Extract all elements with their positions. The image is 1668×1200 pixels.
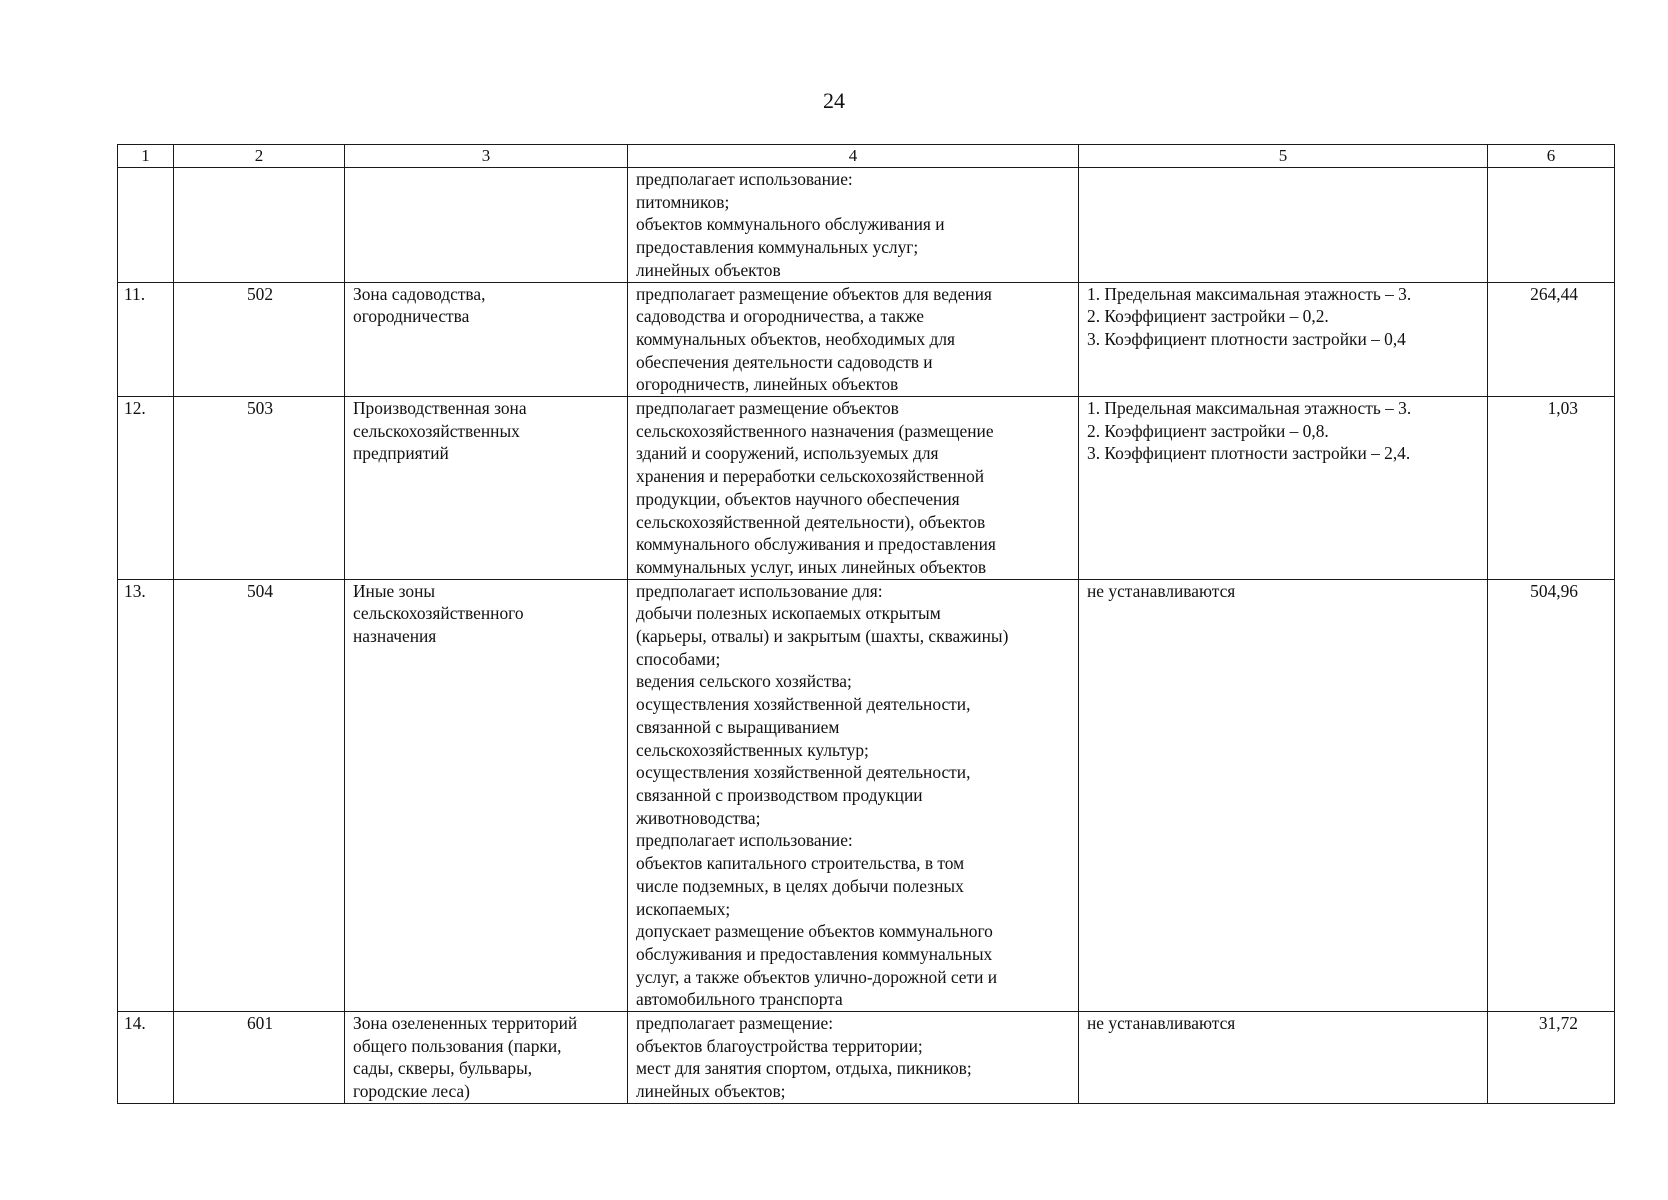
zone-name-line: сельскохозяйственного (353, 603, 524, 624)
zone-code-cell: 504 (174, 579, 345, 1011)
zone-description-cell (628, 1012, 1079, 1104)
description-line: коммунальных услуг, иных линейных объектов (636, 556, 987, 577)
description-line: мест для занятия спортом, отдыха, пикников; (636, 1058, 972, 1079)
table-row (118, 579, 1615, 1011)
description-line: способами; (636, 648, 721, 669)
header-cell-1: 1 (118, 145, 174, 168)
table-row (118, 282, 1615, 397)
zone-description-cell (628, 397, 1079, 580)
description-line: зданий и сооружений, используемых для (636, 443, 939, 464)
description-line: хранения и переработки сельскохозяйственной (636, 466, 985, 487)
header-cell-2: 2 (174, 145, 345, 168)
zone-name-cell (345, 579, 628, 1011)
zone-name-line: Иные зоны (353, 580, 436, 601)
description-line: обеспечения деятельности садоводств и (636, 351, 933, 372)
zone-description-cell (628, 282, 1079, 397)
zone-name-line: городские леса) (353, 1081, 470, 1102)
description-line: предполагает размещение: (636, 1013, 834, 1034)
row-number-cell: 12. (118, 397, 174, 580)
description-line: допускает размещение объектов коммунального (636, 921, 993, 942)
zone-code-cell: 601 (174, 1012, 345, 1104)
zone-parameters-cell (1079, 168, 1488, 283)
description-line: (карьеры, отвалы) и закрытым (шахты, скважины) (636, 626, 1009, 647)
zone-area-cell (1488, 168, 1615, 283)
description-line: линейных объектов; (636, 1081, 786, 1102)
zone-area-cell: 1,03 (1488, 397, 1615, 580)
header-cell-3: 3 (345, 145, 628, 168)
zone-name-line: общего пользования (парки, (353, 1035, 562, 1056)
parameter-line: 1. Предельная максимальная этажность – 3. (1087, 398, 1412, 419)
description-line: предполагает использование: (636, 169, 853, 189)
row-number-cell (118, 168, 174, 283)
row-number-cell: 14. (118, 1012, 174, 1104)
parameter-line: 2. Коэффициент застройки – 0,2. (1087, 306, 1329, 327)
zone-name-cell (345, 168, 628, 283)
zone-name-line: сельскохозяйственных (353, 420, 520, 441)
description-line: огородничеств, линейных объектов (636, 374, 899, 395)
row-number-cell: 13. (118, 579, 174, 1011)
zone-area-cell: 31,72 (1488, 1012, 1615, 1104)
zone-name-cell (345, 282, 628, 397)
description-line: объектов благоустройства территории; (636, 1035, 923, 1056)
zone-name-line: Производственная зона (353, 398, 527, 419)
description-line: предполагает размещение объектов (636, 398, 899, 419)
description-line: животноводства; (636, 807, 761, 828)
table-header-row (118, 145, 1615, 168)
description-line: обслуживания и предоставления коммунальных (636, 943, 993, 964)
zone-description-cell (628, 579, 1079, 1011)
parameter-line: не устанавливаются (1087, 1013, 1236, 1034)
zone-name-line: предприятий (353, 443, 449, 464)
table-row (118, 168, 1615, 283)
parameter-line: 2. Коэффициент застройки – 0,8. (1087, 420, 1329, 441)
description-line: ведения сельского хозяйства; (636, 671, 852, 692)
description-line: сельскохозяйственного назначения (размещение (636, 420, 994, 441)
description-line: услуг, а также объектов улично-дорожной сети и (636, 966, 998, 987)
description-line: продукции, объектов научного обеспечения (636, 488, 960, 509)
zone-name-line: Зона садоводства, (353, 283, 486, 304)
description-line: коммунального обслуживания и предоставления (636, 534, 996, 555)
description-line: садоводства и огородничества, а также (636, 306, 924, 327)
zone-name-cell (345, 397, 628, 580)
description-line: связанной с выращиванием (636, 716, 840, 737)
zone-name-line: огородничества (353, 306, 470, 327)
description-line: осуществления хозяйственной деятельности, (636, 694, 971, 715)
row-number-cell: 11. (118, 282, 174, 397)
zone-parameters-cell (1079, 579, 1488, 1011)
zone-parameters-cell (1079, 1012, 1488, 1104)
description-line: ископаемых; (636, 898, 731, 919)
description-line: предполагает использование: (636, 830, 853, 851)
zone-name-line: назначения (353, 626, 437, 647)
description-line: связанной с производством продукции (636, 784, 923, 805)
zone-name-line: Зона озелененных территорий (353, 1013, 578, 1034)
zone-code-cell: 503 (174, 397, 345, 580)
zone-code-cell: 502 (174, 282, 345, 397)
description-line: предоставления коммунальных услуг; (636, 237, 919, 258)
description-line: объектов коммунального обслуживания и (636, 214, 945, 235)
zone-area-cell: 264,44 (1488, 282, 1615, 397)
zones-table (117, 144, 1615, 1104)
zone-description-cell (628, 168, 1079, 283)
page-number: 24 (823, 88, 845, 113)
zone-parameters-cell (1079, 397, 1488, 580)
description-line: питомников; (636, 191, 730, 212)
header-cell-5: 5 (1079, 145, 1488, 168)
zone-name-line: сады, скверы, бульвары, (353, 1058, 533, 1079)
parameter-line: не устанавливаются (1087, 580, 1236, 601)
table-row (118, 397, 1615, 580)
description-line: линейных объектов (636, 259, 781, 280)
parameter-line: 1. Предельная максимальная этажность – 3. (1087, 283, 1412, 304)
description-line: автомобильного транспорта (636, 989, 843, 1010)
description-line: предполагает размещение объектов для ведения (636, 283, 992, 304)
zone-parameters-cell (1079, 282, 1488, 397)
description-line: осуществления хозяйственной деятельности, (636, 762, 971, 783)
description-line: числе подземных, в целях добычи полезных (636, 875, 964, 896)
header-cell-4: 4 (628, 145, 1079, 168)
description-line: сельскохозяйственных культур; (636, 739, 869, 760)
zone-code-cell (174, 168, 345, 283)
description-line: объектов капитального строительства, в том (636, 853, 965, 874)
description-line: коммунальных объектов, необходимых для (636, 328, 956, 349)
description-line: сельскохозяйственной деятельности), объектов (636, 511, 986, 532)
description-line: предполагает использование для: (636, 580, 883, 601)
header-cell-6: 6 (1488, 145, 1615, 168)
parameter-line: 3. Коэффициент плотности застройки – 0,4 (1087, 328, 1406, 349)
description-line: добычи полезных ископаемых открытым (636, 603, 941, 624)
zone-name-cell (345, 1012, 628, 1104)
parameter-line: 3. Коэффициент плотности застройки – 2,4. (1087, 443, 1411, 464)
zone-area-cell: 504,96 (1488, 579, 1615, 1011)
table-row (118, 1012, 1615, 1104)
